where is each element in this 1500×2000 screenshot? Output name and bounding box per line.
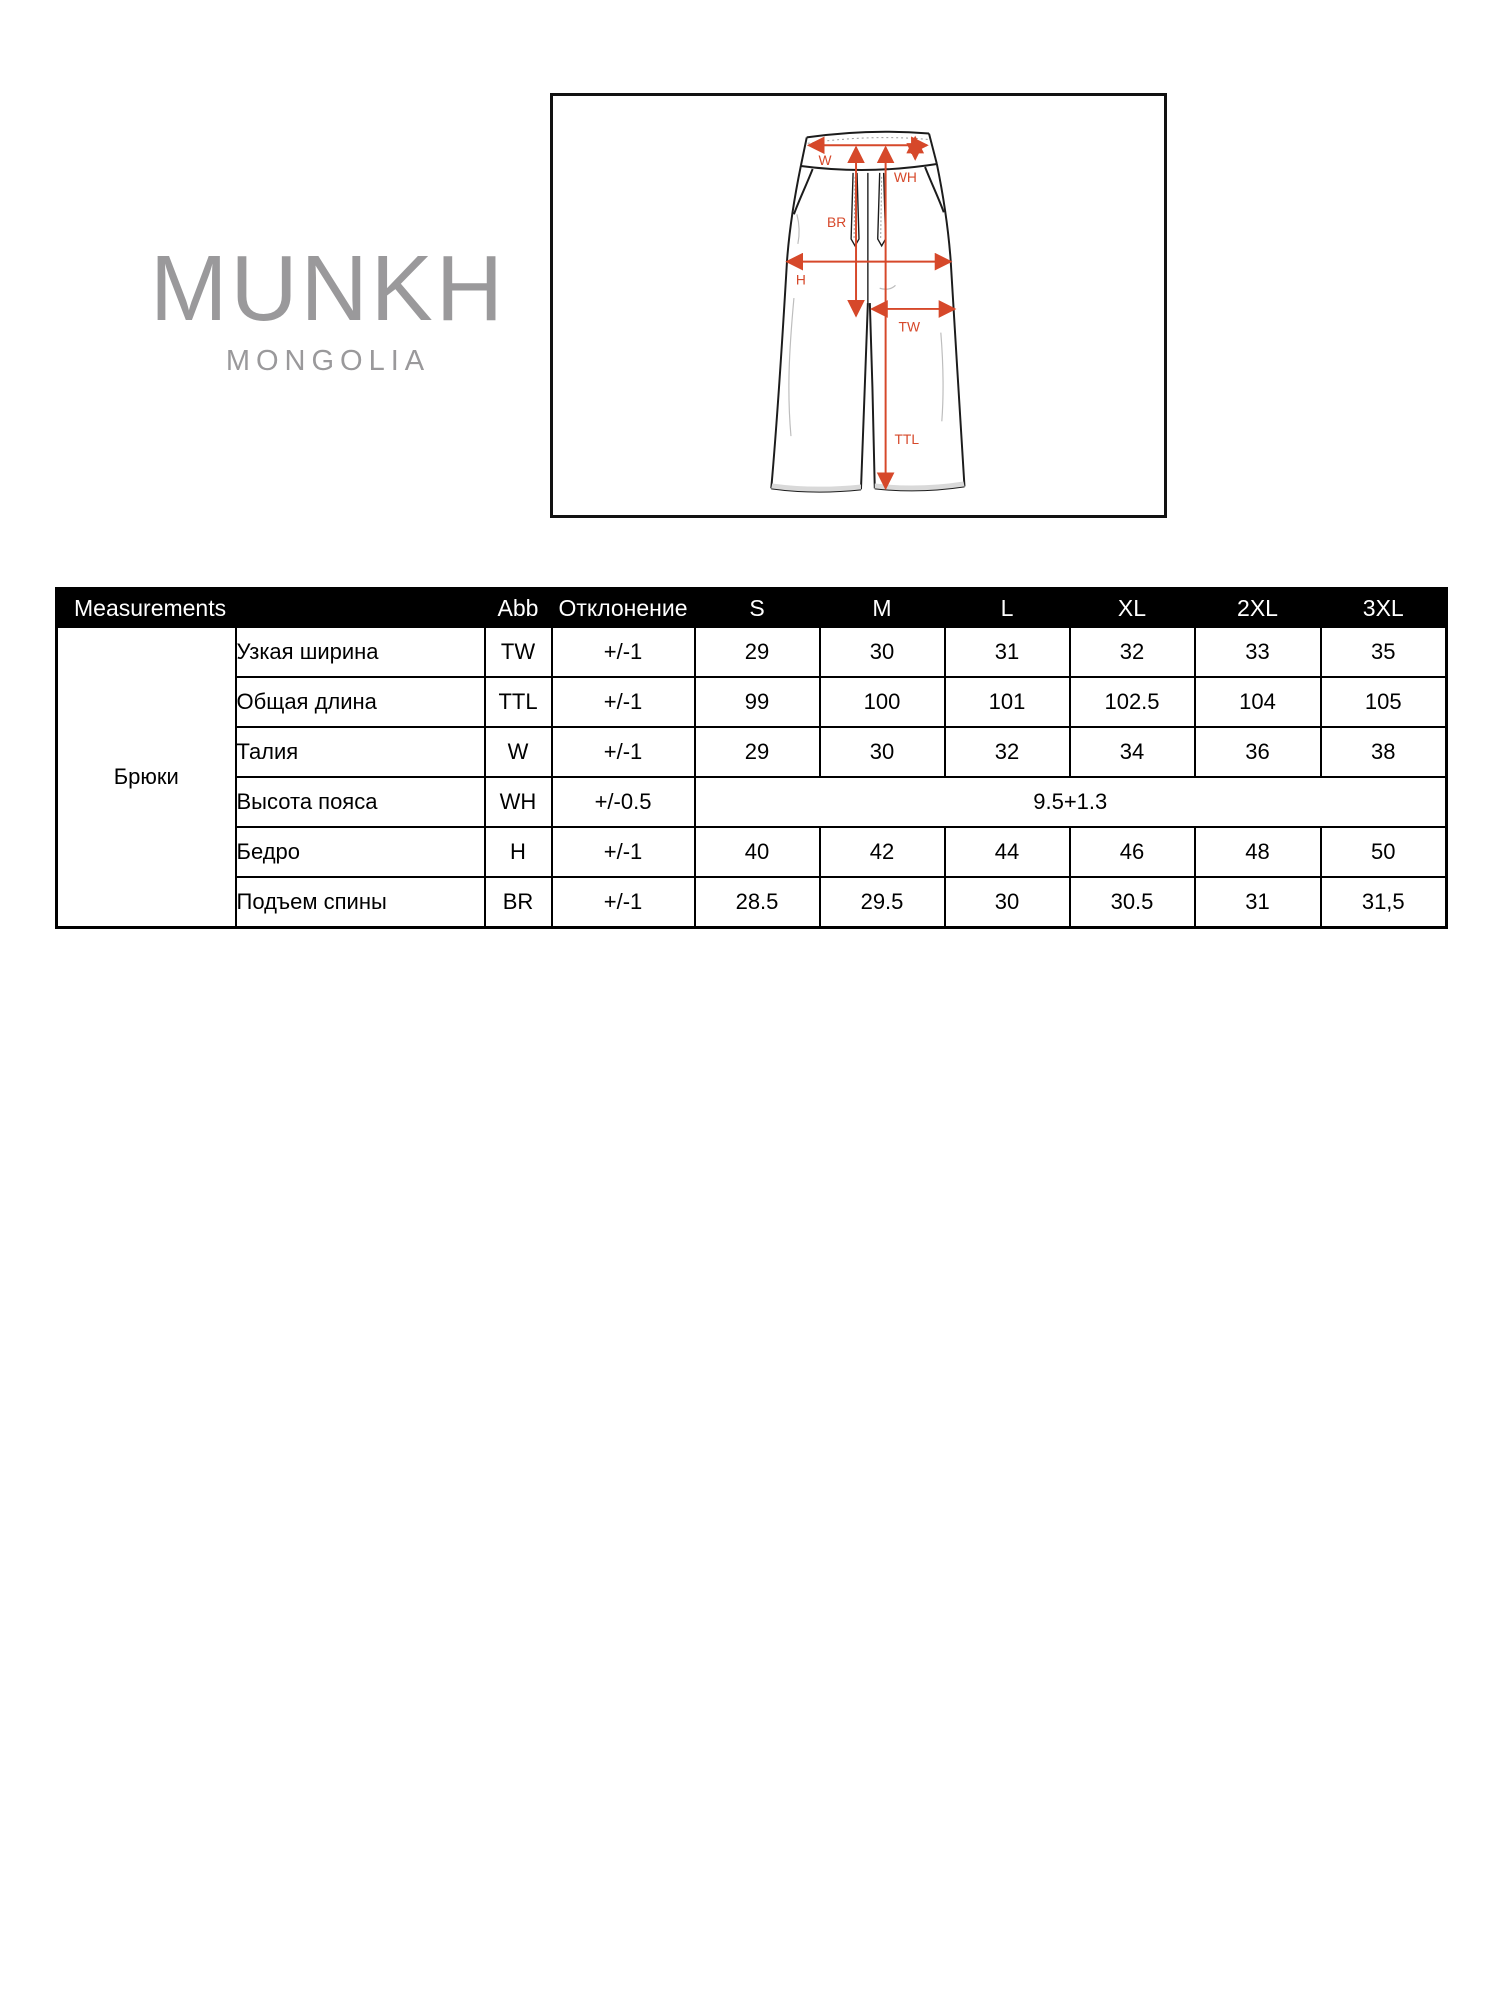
pants-diagram-svg <box>553 96 1164 515</box>
measurements-table <box>55 587 1448 929</box>
abb-cell: BR <box>485 877 552 928</box>
value-cell: 29.5 <box>820 877 945 928</box>
pants-outline <box>771 132 964 492</box>
value-cell: 29 <box>695 727 820 777</box>
header-abb: Abb <box>485 589 552 628</box>
table-row <box>57 727 1447 777</box>
value-cell: 29 <box>695 627 820 677</box>
deviation-cell: +/-1 <box>552 727 695 777</box>
value-cell: 30 <box>820 727 945 777</box>
deviation-cell: +/-1 <box>552 827 695 877</box>
label-ttl: TTL <box>894 432 920 448</box>
value-cell: 104 <box>1195 677 1321 727</box>
abb-cell: W <box>485 727 552 777</box>
deviation-cell: +/-1 <box>552 627 695 677</box>
abb-cell: TTL <box>485 677 552 727</box>
label-tw: TW <box>898 319 920 335</box>
header-size-2xl: 2XL <box>1195 589 1321 628</box>
deviation-cell: +/-1 <box>552 877 695 928</box>
header-deviation: Отклонение <box>552 589 695 628</box>
label-wh: WH <box>893 169 917 185</box>
value-cell: 46 <box>1070 827 1195 877</box>
value-cell: 48 <box>1195 827 1321 877</box>
brand-name: MUNKH <box>150 236 506 340</box>
value-cell: 31,5 <box>1321 877 1447 928</box>
value-cell: 101 <box>945 677 1070 727</box>
row-label-cell: Общая длина <box>236 677 485 727</box>
value-cell: 32 <box>945 727 1070 777</box>
value-cell: 42 <box>820 827 945 877</box>
value-cell: 31 <box>1195 877 1321 928</box>
merged-value-cell: 9.5+1.3 <box>695 777 1447 827</box>
value-cell: 50 <box>1321 827 1447 877</box>
row-label-cell: Талия <box>236 727 485 777</box>
value-cell: 100 <box>820 677 945 727</box>
size-diagram-box <box>550 93 1167 518</box>
table-row <box>57 777 1447 827</box>
value-cell: 33 <box>1195 627 1321 677</box>
value-cell: 35 <box>1321 627 1447 677</box>
header-measurements: Measurements <box>57 589 485 628</box>
value-cell: 31 <box>945 627 1070 677</box>
header-size-m: M <box>820 589 945 628</box>
row-label-cell: Подъем спины <box>236 877 485 928</box>
brand-subtitle: MONGOLIA <box>225 345 431 377</box>
row-label-cell: Узкая ширина <box>236 627 485 677</box>
deviation-cell: +/-1 <box>552 677 695 727</box>
value-cell: 105 <box>1321 677 1447 727</box>
value-cell: 44 <box>945 827 1070 877</box>
label-h: H <box>795 272 806 288</box>
brand-logo <box>138 236 518 378</box>
group-label-cell: Брюки <box>57 627 236 928</box>
measurements-table-wrap <box>55 587 1445 929</box>
value-cell: 102.5 <box>1070 677 1195 727</box>
header-size-l: L <box>945 589 1070 628</box>
table-row <box>57 827 1447 877</box>
table-row <box>57 877 1447 928</box>
value-cell: 38 <box>1321 727 1447 777</box>
value-cell: 99 <box>695 677 820 727</box>
value-cell: 30 <box>820 627 945 677</box>
abb-cell: H <box>485 827 552 877</box>
row-label-cell: Высота пояса <box>236 777 485 827</box>
table-header-row <box>57 589 1447 628</box>
label-w: W <box>818 153 832 169</box>
header-size-xl: XL <box>1070 589 1195 628</box>
header-size-s: S <box>695 589 820 628</box>
value-cell: 32 <box>1070 627 1195 677</box>
abb-cell: TW <box>485 627 552 677</box>
table-row <box>57 677 1447 727</box>
value-cell: 36 <box>1195 727 1321 777</box>
table-row <box>57 627 1447 677</box>
row-label-cell: Бедро <box>236 827 485 877</box>
header-size-3xl: 3XL <box>1321 589 1447 628</box>
value-cell: 40 <box>695 827 820 877</box>
value-cell: 28.5 <box>695 877 820 928</box>
value-cell: 34 <box>1070 727 1195 777</box>
abb-cell: WH <box>485 777 552 827</box>
label-br: BR <box>827 215 847 231</box>
value-cell: 30 <box>945 877 1070 928</box>
value-cell: 30.5 <box>1070 877 1195 928</box>
deviation-cell: +/-0.5 <box>552 777 695 827</box>
